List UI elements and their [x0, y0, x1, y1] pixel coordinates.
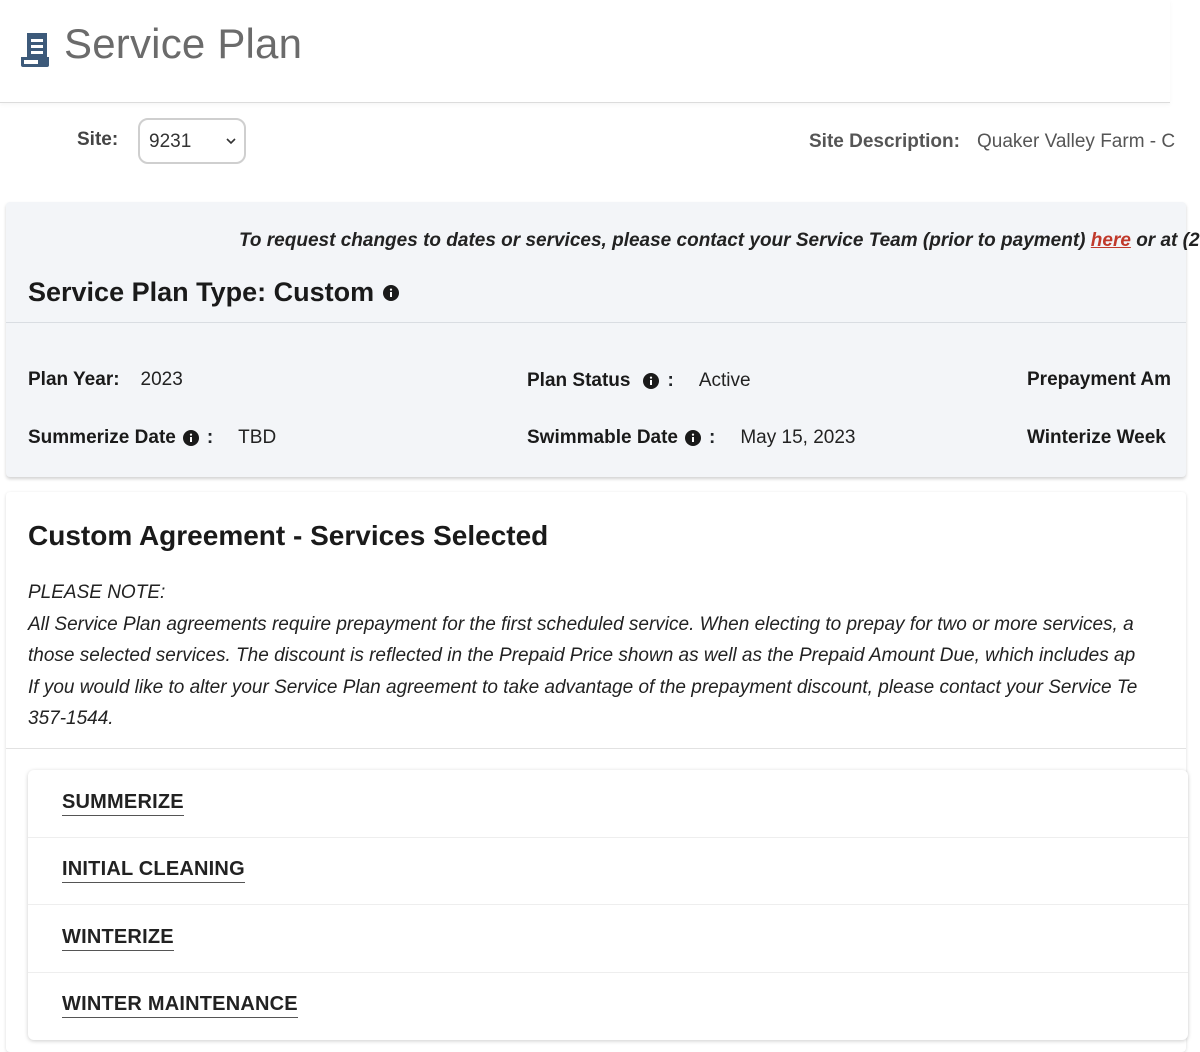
service-item-summerize[interactable] — [28, 770, 1188, 838]
note-line: 357-1544. — [28, 708, 114, 729]
info-icon[interactable] — [183, 430, 199, 446]
service-item-label: SUMMERIZE — [62, 791, 184, 816]
prepayment-label: Prepayment Am — [1027, 369, 1171, 390]
summerize-date-label: Summerize Date — [28, 427, 176, 448]
summerize-date-field — [28, 427, 276, 449]
chevron-down-icon — [226, 136, 236, 146]
swimmable-date-field — [527, 427, 855, 449]
swimmable-date-label: Swimmable Date — [527, 427, 678, 448]
services-panel — [6, 492, 1186, 1052]
plan-type-text: Service Plan Type: Custom — [28, 277, 375, 307]
site-description-value: Quaker Valley Farm - C — [977, 131, 1176, 152]
notice-text: To request changes to dates or services, please contact your Service Team (prior to payment) — [239, 230, 1086, 251]
receipt-icon — [19, 31, 55, 69]
site-label: Site: — [77, 129, 119, 150]
site-select-value: 9231 — [149, 131, 192, 152]
colon: : — [667, 370, 674, 391]
plan-info-panel — [6, 202, 1200, 477]
service-item-initial-cleaning[interactable] — [28, 837, 1188, 905]
contact-here-link[interactable]: here — [1090, 230, 1131, 251]
winterize-week-label: Winterize Week — [1027, 427, 1166, 448]
site-select[interactable] — [138, 118, 246, 164]
change-request-notice — [239, 230, 1200, 252]
site-row — [0, 104, 1176, 196]
service-item-winterize[interactable] — [28, 905, 1188, 973]
summerize-date-value: TBD — [238, 427, 277, 448]
services-accordion — [28, 770, 1188, 1040]
site-description-label: Site Description: — [809, 131, 960, 152]
colon: : — [709, 427, 716, 448]
winterize-week-field — [1027, 427, 1166, 449]
info-icon[interactable] — [643, 373, 659, 389]
info-icon[interactable] — [383, 285, 399, 301]
colon: : — [206, 427, 214, 448]
plan-year-label: Plan Year: — [28, 369, 120, 390]
plan-year-value: 2023 — [140, 369, 183, 390]
plan-year-field — [28, 369, 183, 391]
prepayment-note — [28, 577, 1137, 735]
prepayment-field — [1027, 369, 1171, 391]
service-item-label: WINTER MAINTENANCE — [62, 993, 298, 1018]
swimmable-date-value: May 15, 2023 — [740, 427, 856, 448]
page-header — [0, 0, 1170, 103]
service-item-label: WINTERIZE — [62, 926, 174, 951]
note-line: those selected services. The discount is reflected in the Prepaid Price shown as well as the Prepaid Amount Due, which includes ap — [28, 645, 1136, 666]
page-title: Service Plan — [64, 20, 303, 67]
service-item-label: INITIAL CLEANING — [62, 858, 245, 883]
services-divider — [6, 748, 1186, 749]
panel-divider — [6, 322, 1186, 323]
plan-status-label: Plan Status — [527, 370, 631, 391]
note-line: PLEASE NOTE: — [28, 582, 166, 603]
note-line: If you would like to alter your Service Plan agreement to take advantage of the prepayment discount, please contact your Service Te — [28, 676, 1138, 698]
note-line: All Service Plan agreements require prepayment for the first scheduled service. When electing to prepay for two or more services, a — [28, 613, 1134, 635]
info-icon[interactable] — [685, 430, 701, 446]
plan-status-field — [527, 370, 751, 392]
service-item-winter-maintenance[interactable] — [28, 972, 1188, 1039]
plan-type-title — [28, 277, 399, 308]
plan-status-value: Active — [698, 370, 751, 391]
notice-suffix: or at (2 — [1136, 230, 1200, 251]
services-title: Custom Agreement - Services Selected — [28, 520, 549, 551]
